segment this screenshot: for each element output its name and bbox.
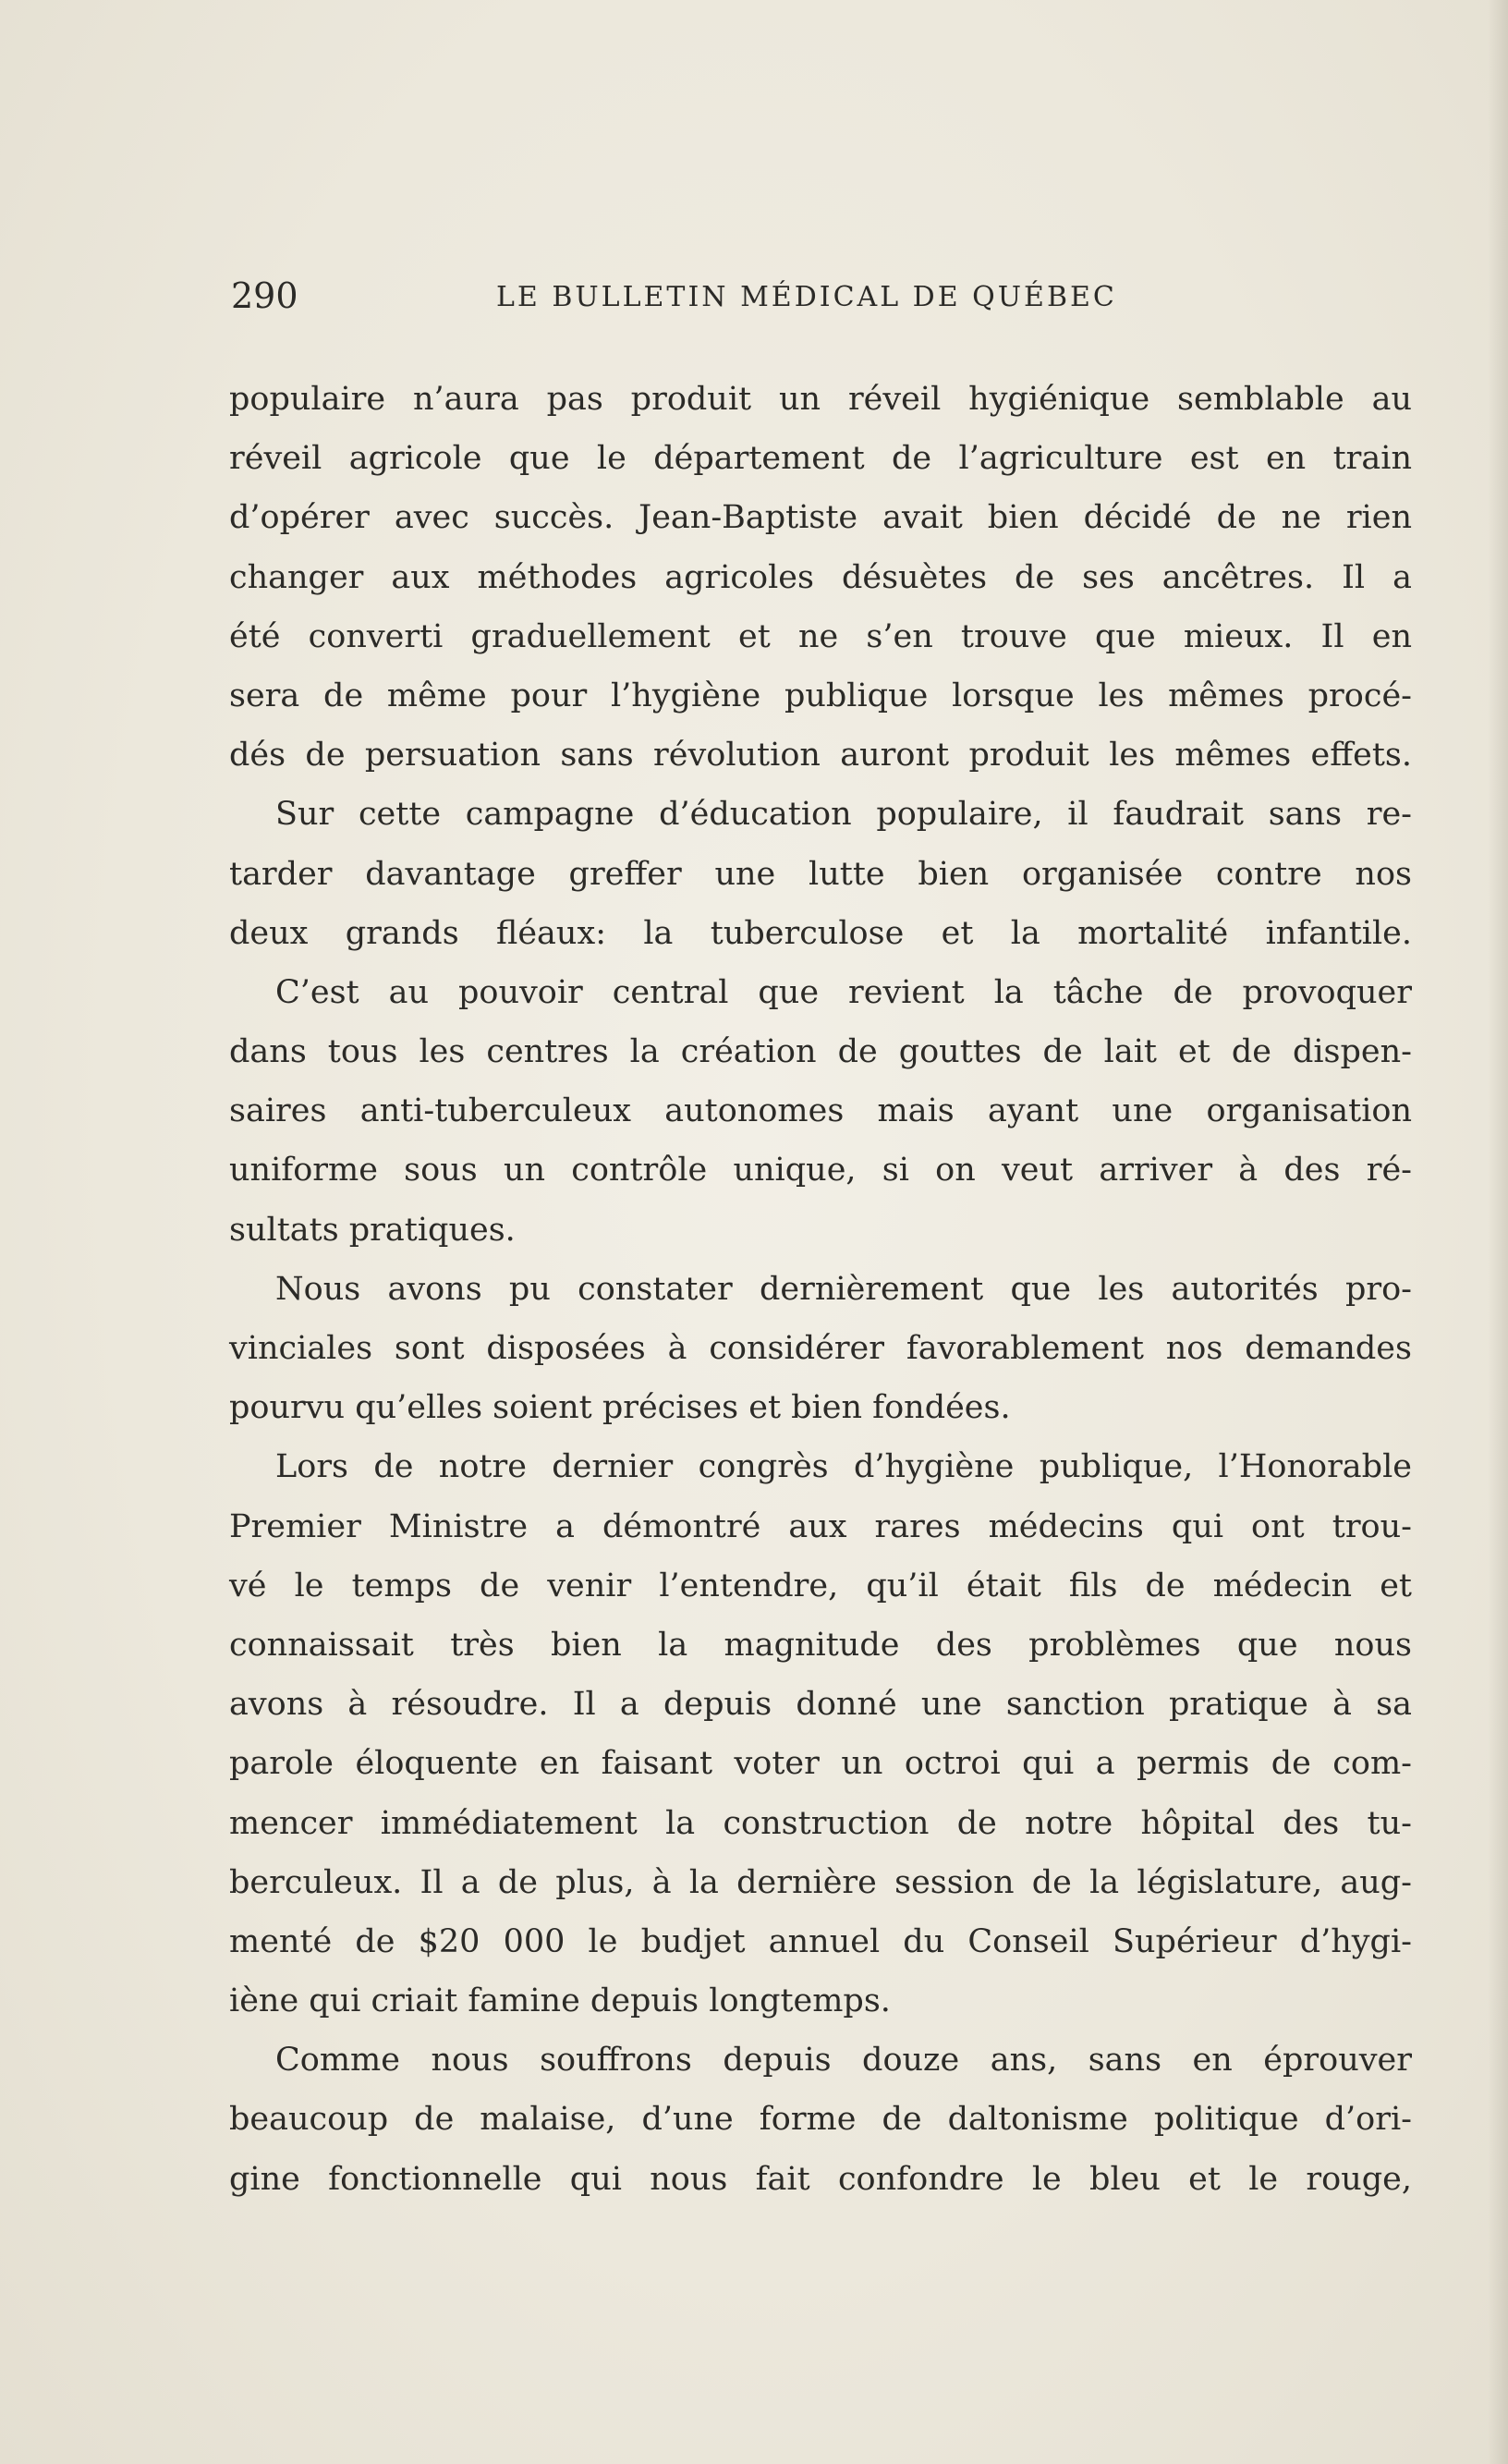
- text-line: uniforme sous un contrôle unique, si on veut arriver à des ré-: [229, 1152, 1412, 1189]
- text-line: vinciales sont disposées à considérer favorablement nos demandes: [229, 1330, 1412, 1367]
- text-line: sera de même pour l’hygiène publique lorsque les mêmes procé-: [229, 677, 1412, 714]
- text-line: berculeux. Il a de plus, à la dernière session de la législature, aug-: [229, 1863, 1412, 1901]
- text-line: iène qui criait famine depuis longtemps.: [229, 1982, 891, 2020]
- text-line: C’est au pouvoir central que revient la tâche de provoquer: [275, 973, 1412, 1011]
- page-header: [231, 275, 1155, 322]
- text-line: deux grands fléaux: la tuberculose et la mortalité infantile.: [229, 914, 1412, 952]
- text-line: réveil agricole que le département de l’agriculture est en train: [229, 440, 1412, 478]
- text-line: dans tous les centres la création de gouttes de lait et de dispen-: [229, 1033, 1412, 1071]
- text-line: beaucoup de malaise, d’une forme de daltonisme politique d’ori-: [229, 2101, 1412, 2139]
- text-line: d’opérer avec succès. Jean-Baptiste avait bien décidé de ne rien: [229, 499, 1412, 537]
- text-line: menté de $20 000 le budjet annuel du Conseil Supérieur d’hygi-: [229, 1922, 1412, 1960]
- text-line: mencer immédiatement la construction de notre hôpital des tu-: [229, 1804, 1412, 1842]
- text-line: tarder davantage greffer une lutte bien organisée contre nos: [229, 855, 1412, 893]
- text-line: populaire n’aura pas produit un réveil hygiénique semblable au: [229, 381, 1412, 418]
- page-number: 290: [231, 275, 298, 316]
- text-line: vé le temps de venir l’entendre, qu’il était fils de médecin et: [229, 1567, 1412, 1604]
- text-line: été converti graduellement et ne s’en trouve que mieux. Il en: [229, 617, 1412, 655]
- text-line: Premier Ministre a démontré aux rares médecins qui ont trou-: [229, 1507, 1412, 1545]
- text-line: sultats pratiques.: [229, 1211, 516, 1249]
- text-line: Nous avons pu constater dernièrement que les autorités pro-: [275, 1270, 1412, 1308]
- running-head: LE BULLETIN MÉDICAL DE QUÉBEC: [496, 281, 1117, 313]
- text-line: connaissait très bien la magnitude des problèmes que nous: [229, 1626, 1412, 1664]
- text-line: changer aux méthodes agricoles désuètes de ses ancêtres. Il a: [229, 558, 1412, 596]
- text-line: parole éloquente en faisant voter un octroi qui a permis de com-: [229, 1745, 1412, 1783]
- text-line: Sur cette campagne d’éducation populaire, il faudrait sans re-: [275, 796, 1412, 834]
- text-line: dés de persuation sans révolution auront produit les mêmes effets.: [229, 737, 1412, 775]
- text-line: Lors de notre dernier congrès d’hygiène publique, l’Honorable: [275, 1448, 1412, 1486]
- text-line: saires anti-tuberculeux autonomes mais ayant une organisation: [229, 1092, 1412, 1130]
- text-line: avons à résoudre. Il a depuis donné une sanction pratique à sa: [229, 1686, 1412, 1724]
- page-edge-shadow: [1488, 0, 1508, 2464]
- text-line: pourvu qu’elles soient précises et bien fondées.: [229, 1389, 1011, 1427]
- body-text: [229, 370, 1412, 2209]
- text-line: Comme nous souffrons depuis douze ans, sans en éprouver: [275, 2042, 1412, 2080]
- text-line: gine fonctionnelle qui nous fait confondre le bleu et le rouge,: [229, 2160, 1412, 2198]
